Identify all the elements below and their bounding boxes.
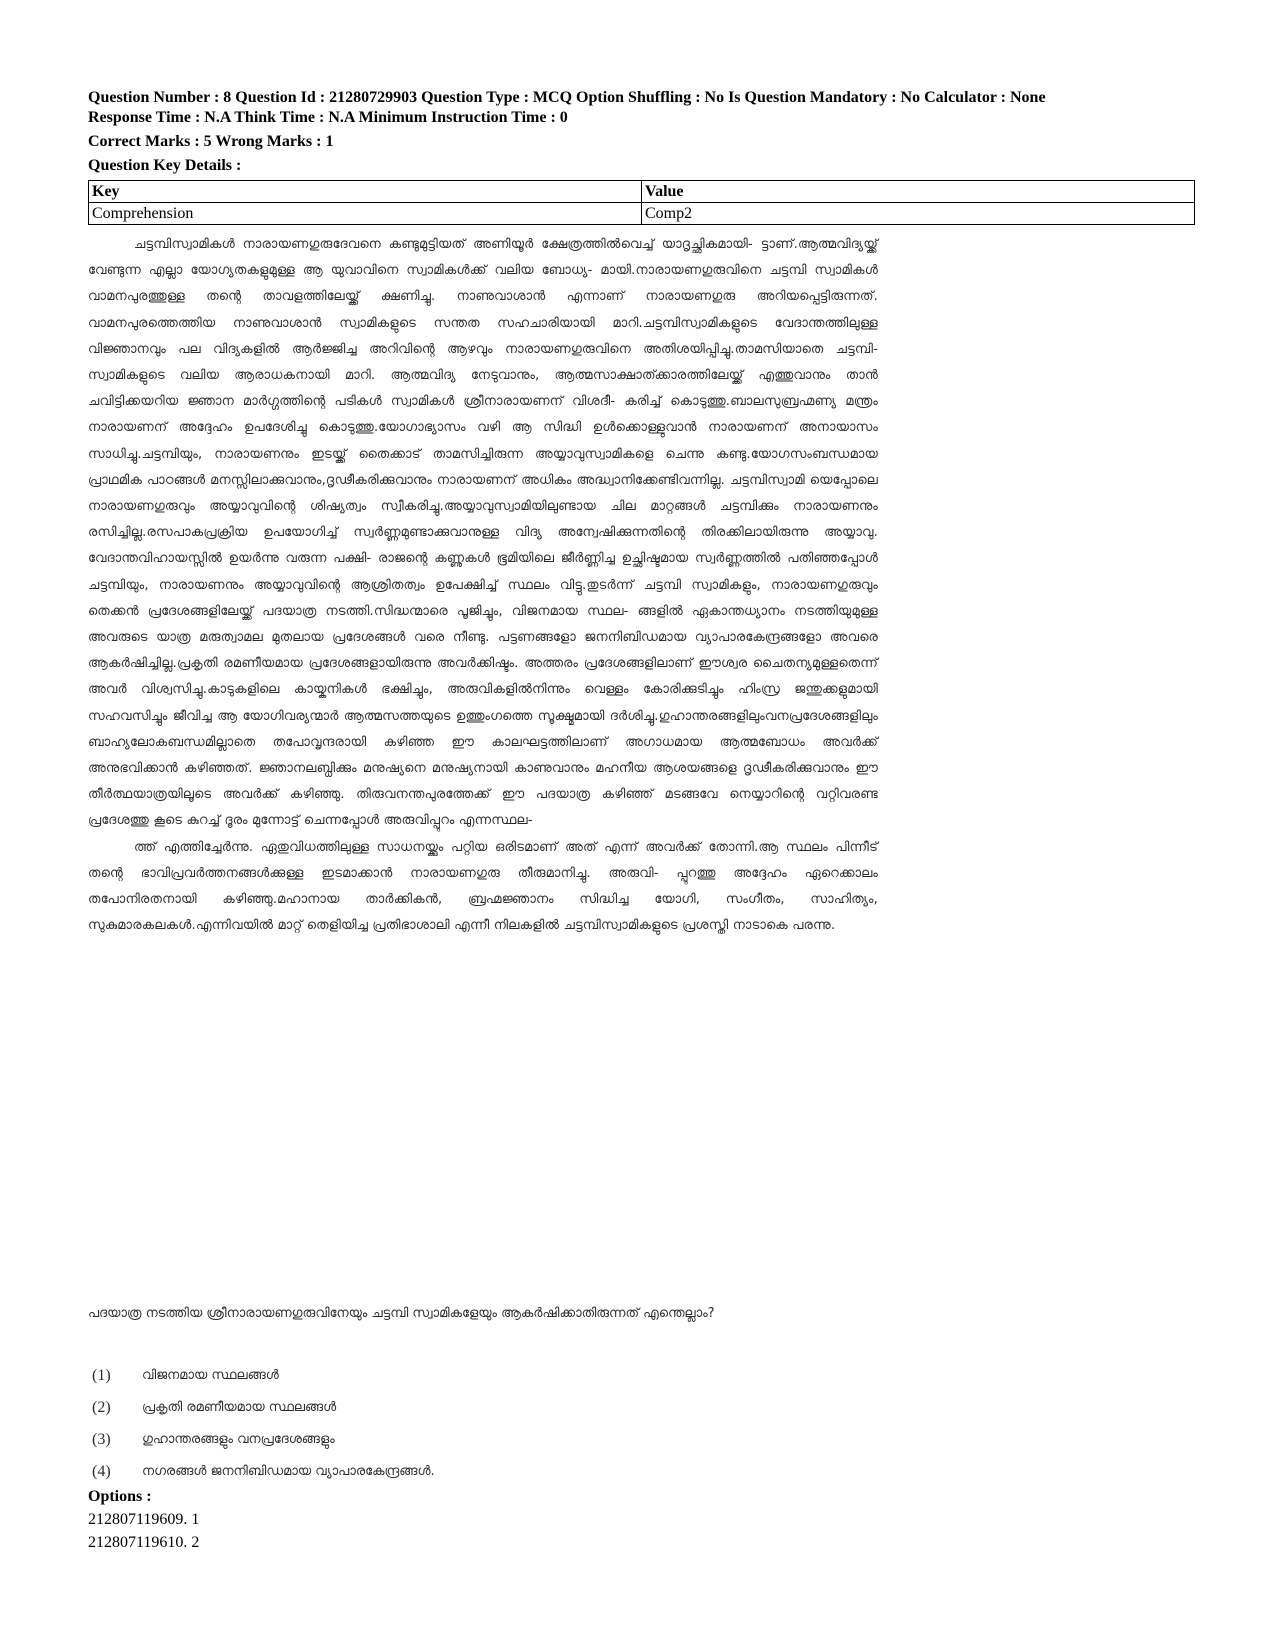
- table-row: [89, 203, 1195, 225]
- option-id-2: 212807119610. 2: [88, 1534, 200, 1551]
- choice-text: വിജനമായ സ്ഥലങ്ങൾ: [142, 1368, 279, 1383]
- question-meta-line-1: Question Number : 8 Question Id : 21280729903 Question Type : MCQ Option Shuffling : No Is Question Mandatory : No Calculator : None: [88, 89, 1046, 106]
- table-cell-key: Comprehension: [89, 203, 642, 225]
- options-label: Options :: [88, 1488, 152, 1505]
- answer-choice-2: [88, 1392, 788, 1424]
- choice-number: (4): [92, 1463, 111, 1480]
- question-text: പദയാത്ര നടത്തിയ ശ്രീനാരായണഗുരുവിനേയും ചട്ടമ്പി സ്വാമികളേയും ആകർഷിക്കാതിരുന്നത് എന്തെല്ലാം?: [88, 1306, 715, 1321]
- question-marks: Correct Marks : 5 Wrong Marks : 1: [88, 133, 334, 150]
- choice-text: നഗരങ്ങൾ ജനനിബിഡമായ വ്യാപാരകേന്ദ്രങ്ങൾ.: [142, 1464, 435, 1479]
- table-header-key: Key: [89, 181, 642, 203]
- choice-number: (2): [92, 1399, 111, 1416]
- question-key-details-label: Question Key Details :: [88, 157, 242, 174]
- answer-choice-3: [88, 1424, 788, 1456]
- option-id-1: 212807119609. 1: [88, 1511, 200, 1528]
- question-meta-line-2: Response Time : N.A Think Time : N.A Minimum Instruction Time : 0: [88, 109, 568, 126]
- choice-number: (1): [92, 1367, 111, 1384]
- choice-text: ഗുഹാന്തരങ്ങളും വനപ്രദേശങ്ങളും: [142, 1432, 335, 1447]
- table-cell-value: Comp2: [642, 203, 1195, 225]
- table-header-row: [89, 181, 1195, 203]
- choice-text: പ്രകൃതി രമണീയമായ സ്ഥലങ്ങൾ: [142, 1400, 337, 1415]
- answer-choice-1: [88, 1360, 788, 1392]
- passage-paragraph-2: ത്ത് എത്തിച്ചേർന്നു. ഏതുവിധത്തിലുള്ള സാധനയ്ക്കും പറ്റിയ ഒരിടമാണ് അത് എന്ന് അവർക്ക് തോന്നി.ആ സ്ഥലം പിന്നീട് തന്റെ ഭാവിപ്രവർത്തനങ്ങൾക്കുള്ള ഇടമാക്കാൻ നാരായണഗുരു തീരുമാനിച്ചു. അരുവി- പ്പുറത്തു അദ്ദേഹം ഏറെക്കാലം തപോനിരതനായി കഴിഞ്ഞു.മഹാനായ താർക്കികൻ, ബ്രഹ്മജ്ഞാനം സിദ്ധിച്ച യോഗി, സംഗീതം, സാഹിത്യം, സുകുമാരകലകൾ.എന്നിവയിൽ മാറ്റ് തെളിയിച്ച പ്രതിഭാശാലി എന്നീ നിലകളിൽ ചട്ടമ്പിസ്വാമികളുടെ പ്രശസ്തി നാടാകെ പരന്നു.: [88, 839, 878, 934]
- key-details-table: [88, 180, 1195, 225]
- answer-choice-4: [88, 1456, 788, 1488]
- passage-paragraph-1: ചട്ടമ്പിസ്വാമികൾ നാരായണഗുരുദേവനെ കണ്ടുമുട്ടിയത് അണിയൂർ ക്ഷേത്രത്തിൽവെച്ച് യാദൃച്ഛികമായി- ട്ടാണ്.ആത്മവിദ്യയ്ക്ക് വേണ്ടുന്ന എല്ലാ യോഗ്യതകളുമുള്ള ആ യുവാവിനെ സ്വാമികൾക്ക് വലിയ ബോധ്യ- മായി.നാരായണഗുരുവിനെ ചട്ടമ്പി സ്വാമികൾ വാമനപുരത്തുള്ള തന്റെ താവളത്തിലേയ്ക്ക് ക്ഷണിച്ചു. നാണുവാശാൻ എന്നാണ് നാരായണഗുരു അറിയപ്പെട്ടിരുന്നത്. വാമനപുരത്തെത്തിയ നാണുവാശാൻ സ്വാമികളുടെ സന്തത സഹചാരിയായി മാറി.ചട്ടമ്പിസ്വാമികളുടെ വേദാന്തത്തിലുള്ള വിജ്ഞാനവും പല വിദ്യകളിൽ ആർജ്ജിച്ച അറിവിന്റെ ആഴവും നാരായണഗുരുവിനെ അതിശയിപ്പിച്ചു.താമസിയാതെ ചട്ടമ്പി- സ്വാമികളുടെ വലിയ ആരാധകനായി മാറി. ആത്മവിദ്യ നേടുവാനും, ആത്മസാക്ഷാത്ക്കാരത്തിലേയ്ക്ക് എത്തുവാനും താൻ ചവിട്ടിക്കയറിയ ജ്ഞാന മാർഗ്ഗത്തിന്റെ പടികൾ സ്വാമികൾ ശ്രീനാരായണന് വിശദീ- കരിച്ച് കൊടുത്തു.ബാലസുബ്രഹ്മണ്യ മന്ത്രം നാരായണന് അദ്ദേഹം ഉപദേശിച്ചു കൊടുത്തു.യോഗാഭ്യാസം വഴി ആ സിദ്ധി ഉൾക്കൊള്ളുവാൻ നാരായണന് അനായാസം സാധിച്ചു.ചട്ടമ്പിയും, നാരായണനും ഇടയ്ക്ക് തൈക്കാട് താമസിച്ചിരുന്ന അയ്യാവുസ്വാമികളെ ചെന്നു കണ്ടു.യോഗസംബന്ധമായ പ്രാഥമിക പാഠങ്ങൾ മനസ്സിലാക്കുവാനും,ദൃഢീകരിക്കുവാനും നാരായണന് അധികം അദ്ധ്വാനിക്കേണ്ടിവന്നില്ല. ചട്ടമ്പിസ്വാമി യെപ്പോലെ നാരായണഗുരുവും അയ്യാവുവിന്റെ ശിഷ്യത്വം സ്വീകരിച്ചു.അയ്യാവുസ്വാമിയിലുണ്ടായ ചില മാറ്റങ്ങൾ ചട്ടമ്പിക്കും നാരായണനും രസിച്ചില്ല.രസപാകപ്രക്രിയ ഉപയോഗിച്ച് സ്വർണ്ണമുണ്ടാക്കുവാനുള്ള വിദ്യ അന്വേഷിക്കുന്നതിന്റെ തിരക്കിലായിരുന്നു അയ്യാവു. വേദാന്തവിഹായസ്സിൽ ഉയർന്നു വരുന്ന പക്ഷി- രാജന്റെ കണ്ണുകൾ ഭൂമിയിലെ ജീർണ്ണിച്ച ഉച്ഛിഷ്ടമായ സ്വർണ്ണത്തിൽ പതിഞ്ഞപ്പോൾ ചട്ടമ്പിയും, നാരായണനും അയ്യാവുവിന്റെ ആശ്രിതത്വം ഉപേക്ഷിച്ച് സ്ഥലം വിട്ടു.തുടർന്ന് ചട്ടമ്പി സ്വാമികളും, നാരായണഗുരുവും തെക്കൻ പ്രദേശങ്ങളിലേയ്ക്ക് പദയാത്ര നടത്തി.സിദ്ധന്മാരെ പൂജിച്ചും, വിജനമായ സ്ഥല- ങ്ങളിൽ ഏകാന്തധ്യാനം നടത്തിയുമുള്ള അവരുടെ യാത്ര മരുത്വാമല മുതലായ പ്രദേശങ്ങൾ വരെ നീണ്ടു. പട്ടണങ്ങളോ ജനനിബിഡമായ വ്യാപാരകേന്ദ്രങ്ങളോ അവരെ ആകർഷിച്ചില്ല.പ്രകൃതി രമണീയമായ പ്രദേശങ്ങളായിരുന്നു അവർക്കിഷ്ടം. അത്തരം പ്രദേശങ്ങളിലാണ് ഈശ്വര ചൈതന്യമുള്ളതെന്ന് അവർ വിശ്വസിച്ചു.കാടുകളിലെ കായ്കനികൾ ഭക്ഷിച്ചും, അരുവികളിൽനിന്നും വെള്ളം കോരിക്കുടിച്ചും ഹിംസ്ര ജന്തുക്കളുമായി സഹവസിച്ചും ജീവിച്ച ആ യോഗിവര്യന്മാർ ആത്മസത്തയുടെ ഉത്തുംഗത്തെ സൂക്ഷ്മമായി ദർശിച്ചു.ഗുഹാന്തരങ്ങളിലുംവനപ്രദേശങ്ങളിലും ബാഹ്യലോകബന്ധമില്ലാതെ തപോവൃന്ദരായി കഴിഞ്ഞ ഈ കാലഘട്ടത്തിലാണ് അഗാധമായ ആത്മബോധം അവർക്ക് അനുഭവിക്കാൻ കഴിഞ്ഞത്. ജ്ഞാനലബ്ധിക്കും മനുഷ്യനെ മനുഷ്യനായി കാണുവാനും മഹനീയ ആശയങ്ങളെ ദൃഢീകരിക്കുവാനും ഈ തീർത്ഥയാത്രയിലൂടെ അവർക്ക് കഴിഞ്ഞു. തിരുവനന്തപുരത്തേക്ക് ഈ പദയാത്ര കഴിഞ്ഞ് മടങ്ങവേ നെയ്യാറിന്റെ വറ്റിവരണ്ട പ്രദേശത്തു കൂടെ കുറച്ച് ദൂരം മുന്നോട്ട് ചെന്നപ്പോൾ അരുവിപ്പുറം എന്നസ്ഥല-: [88, 237, 878, 829]
- table-header-value: Value: [642, 181, 1195, 203]
- comprehension-passage: [88, 232, 878, 939]
- answer-choices: [88, 1360, 788, 1488]
- choice-number: (3): [92, 1431, 111, 1448]
